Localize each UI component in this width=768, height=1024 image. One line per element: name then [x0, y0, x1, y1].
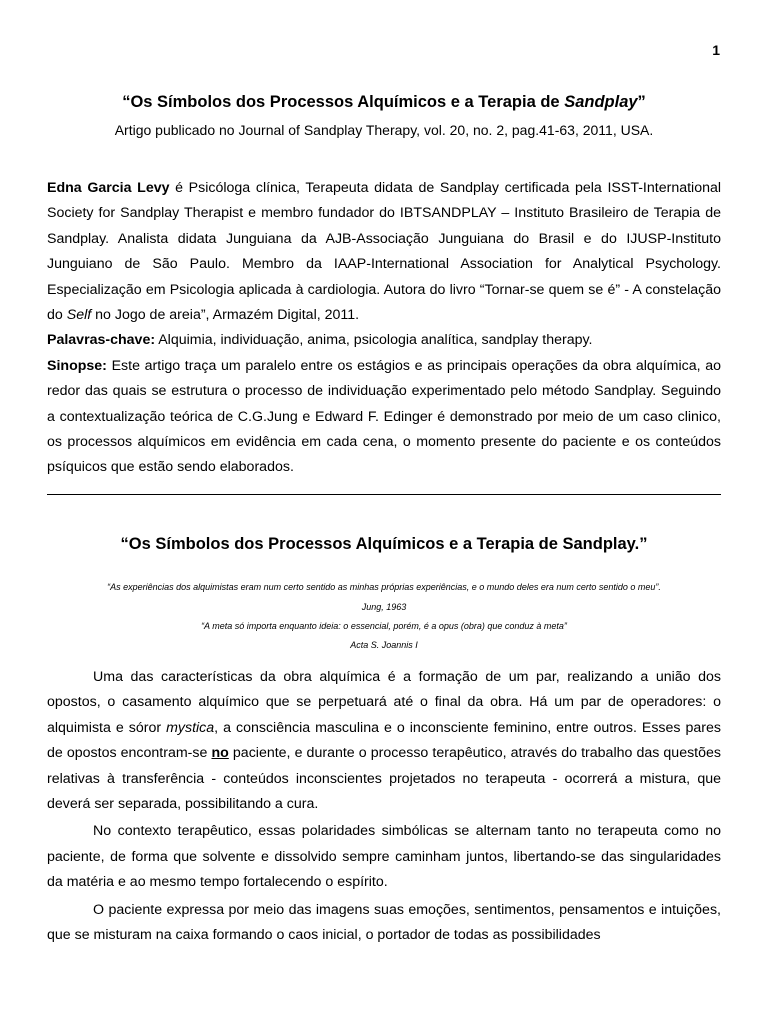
paragraph-1-a: Uma das características da obra alquímica é a formação de um par, realizando a união dos opostos, o casamento alquímico que se perpetuará até o final da obra. Há um par de operadores: o alquimista e sóror: [47, 669, 721, 736]
publication-note: Artigo publicado no Journal of Sandplay Therapy, vol. 20, no. 2, pag.41-63, 2011, USA.: [114, 122, 654, 138]
article-title-text: “Os Símbolos dos Processos Alquímicos e a Terapia de: [122, 93, 565, 111]
keywords: [47, 328, 721, 353]
paragraph-1: [47, 665, 721, 817]
synopsis: [47, 354, 721, 481]
horizontal-divider: [47, 494, 721, 495]
paragraph-1-b: , a consciência masculina e o inconsciente feminino, entre outros. Esses pares de opostos encontram-se: [47, 719, 721, 762]
paragraph-3: O paciente expressa por meio das imagens suas emoções, sentimentos, pensamentos e intuições, que se misturam na caixa formando o caos inicial, o portador de todas as possibilidades: [47, 901, 721, 944]
synopsis-text: Este artigo traça um paralelo entre os estágios e as principais operações da obra alquímica, ao redor das quais se estrutura o processo de individuação experimentado pelo método Sandplay. Seguindo a contextualização teórica de C.G.Jung e Edward F. Edinger é demonstrado por meio de um caso clinico, os processos alquímicos em evidência em cada cena, o momento presente do paciente e os conteúdos psíquicos que estão sendo elaborados.: [47, 357, 721, 476]
paragraph-1-underlined: no: [211, 745, 229, 762]
page-number: 1: [712, 42, 720, 58]
epigraph-quote-1: “As experiências dos alquimistas eram num certo sentido as minhas próprias experiências, e o mundo deles era num certo sentido o meu”.: [107, 582, 661, 592]
epigraph-quote-2: “A meta só importa enquanto ideia: o essencial, porém, é a opus (obra) que conduz à meta”: [201, 621, 567, 631]
section-title: “Os Símbolos dos Processos Alquímicos e a Terapia de Sandplay.”: [120, 535, 648, 553]
article-title-end: ”: [637, 93, 646, 111]
keywords-label: Palavras-chave:: [47, 332, 156, 349]
author-bio-a: é Psicóloga clínica, Terapeuta didata de Sandplay certificada pela ISST-International Society for Sandplay Therapist e membro fundador do IBTSANDPLAY – Instituto Brasileiro de Terapia de Sandplay. Analista didata Junguiana da AJB-Associação Junguiana do Brasil e do IJUSP-Instituto Junguiano de São Paulo. Membro da IAAP-International Association for Analytical Psychology. Especialização em Psicologia aplicada à cardiologia. Autora do livro “Tornar-se quem se é” - A constelação do: [47, 180, 722, 324]
author-bio: [47, 176, 721, 328]
body-text: [47, 665, 721, 948]
author-bio-b: no Jogo de areia”, Armazém Digital, 2011.: [91, 307, 360, 324]
paragraph-1-italic: mystica: [166, 719, 215, 736]
article-title: [0, 93, 768, 112]
author-block: [47, 176, 721, 481]
paragraph-1-c: paciente, e durante o processo terapêutico, através do trabalho das questões relativas à transferência - conteúdos inconscientes projetados no terapeuta - ocorrerá a mistura, que deverá ser separada, possibilitando a cura.: [47, 745, 722, 813]
author-bio-italic: Self: [66, 307, 92, 324]
keywords-text: Alquimia, individuação, anima, psicologia analítica, sandplay therapy.: [155, 332, 593, 349]
epigraph-source-1: Jung, 1963: [361, 602, 407, 612]
epigraph-source-2: Acta S. Joannis I: [350, 640, 418, 650]
synopsis-label: Sinopse:: [47, 357, 107, 374]
author-name: Edna Garcia Levy: [47, 180, 170, 196]
article-title-italic: Sandplay: [564, 93, 638, 111]
paragraph-2: No contexto terapêutico, essas polaridades simbólicas se alternam tanto no terapeuta como no paciente, de forma que solvente e dissolvido sempre caminham juntos, libertando-se das singularidades da matéria e ao mesmo tempo fortalecendo o espírito.: [47, 823, 721, 891]
